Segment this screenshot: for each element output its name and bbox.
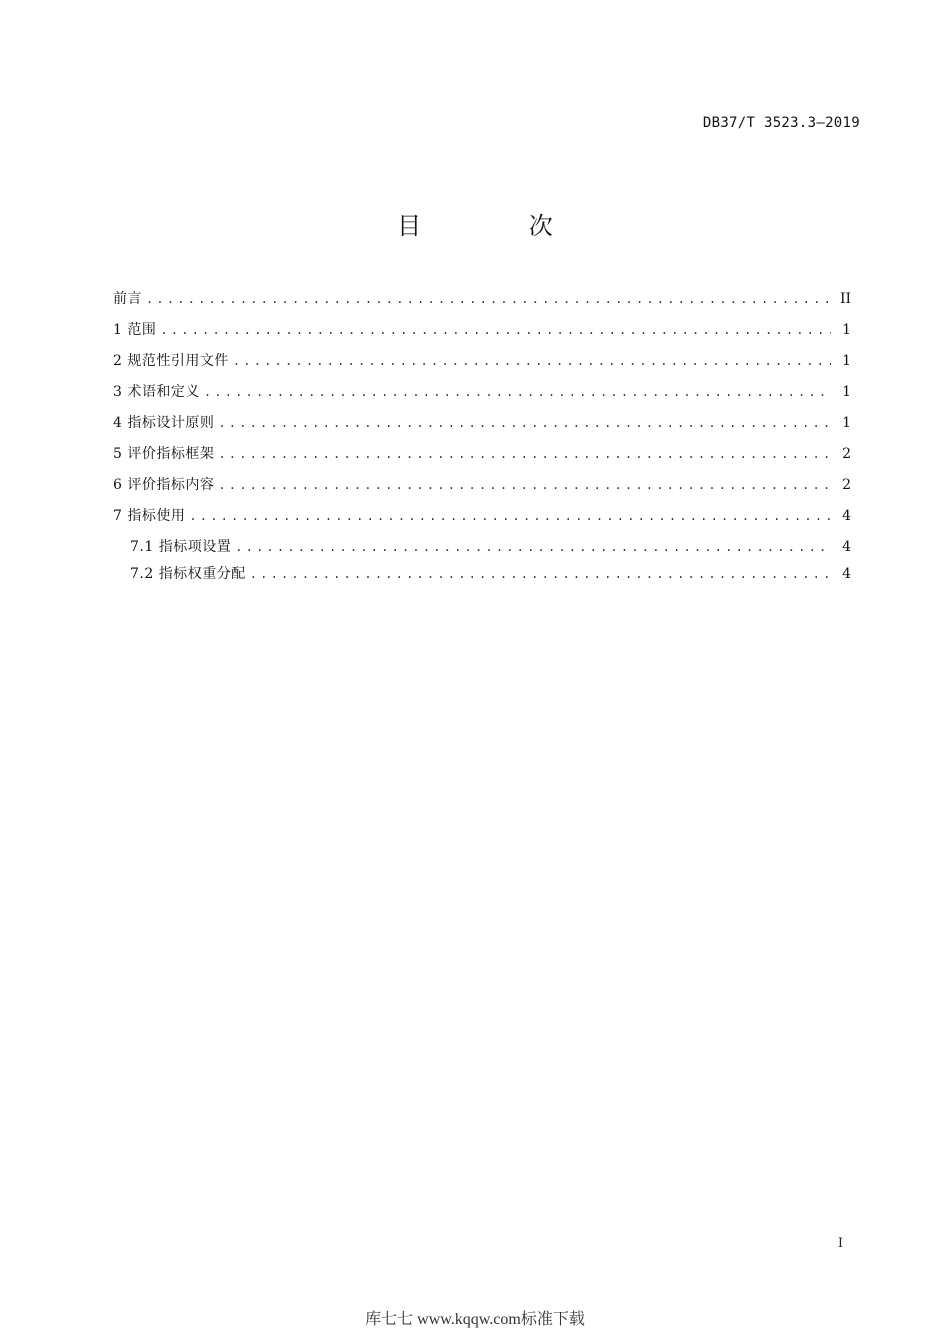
standard-code: DB37/T 3523.3—2019: [702, 115, 860, 131]
toc-dot-leader: [160, 323, 831, 337]
toc-entry-label: 3 术语和定义: [113, 384, 200, 400]
toc-entry-page: 1: [842, 322, 851, 338]
toc-entry-design-principles[interactable]: [113, 412, 851, 443]
toc-entry-label: 5 评价指标框架: [113, 446, 215, 462]
toc-dot-leader: [146, 292, 831, 306]
toc-entry-label: 4 指标设计原则: [113, 415, 215, 431]
toc-title: 目 次: [397, 212, 603, 240]
toc-entry-label: 2 规范性引用文件: [113, 353, 229, 369]
toc-entry-page: 1: [842, 384, 851, 400]
toc-entry-indicator-content[interactable]: [113, 474, 851, 505]
toc-entry-label: 7.1 指标项设置: [130, 539, 232, 555]
toc-entry-page: 4: [842, 539, 851, 555]
toc-entry-page: 2: [842, 446, 851, 462]
toc-entry-weight-allocation[interactable]: [113, 563, 851, 590]
toc-entry-label: 7.2 指标权重分配: [130, 566, 246, 582]
toc-dot-leader: [235, 540, 831, 554]
toc-entry-indicator-usage[interactable]: [113, 505, 851, 536]
toc-entry-foreword[interactable]: [113, 288, 851, 319]
toc-entry-label: 1 范围: [113, 322, 157, 338]
toc-dot-leader: [218, 478, 831, 492]
toc-entry-page: II: [839, 291, 851, 307]
toc-entry-label: 前言: [113, 291, 142, 307]
toc-dot-leader: [218, 447, 831, 461]
toc-dot-leader: [250, 567, 831, 581]
toc-dot-leader: [204, 385, 831, 399]
toc-dot-leader: [189, 509, 831, 523]
toc-entry-indicator-framework[interactable]: [113, 443, 851, 474]
toc-dot-leader: [218, 416, 831, 430]
toc-entry-label: 6 评价指标内容: [113, 477, 215, 493]
toc-dot-leader: [233, 354, 831, 368]
toc-entry-page: 4: [842, 508, 851, 524]
toc-entry-terms-definitions[interactable]: [113, 381, 851, 412]
toc-entry-scope[interactable]: [113, 319, 851, 350]
toc-entry-normative-references[interactable]: [113, 350, 851, 381]
toc-entry-page: 1: [842, 353, 851, 369]
page-number: I: [837, 1236, 843, 1251]
table-of-contents: [113, 288, 851, 590]
toc-entry-indicator-items[interactable]: [113, 536, 851, 563]
toc-entry-page: 4: [842, 566, 851, 582]
toc-entry-label: 7 指标使用: [113, 508, 186, 524]
toc-entry-page: 2: [842, 477, 851, 493]
toc-entry-page: 1: [842, 415, 851, 431]
watermark: 库七七 www.kqqw.com标准下载: [365, 1311, 585, 1328]
